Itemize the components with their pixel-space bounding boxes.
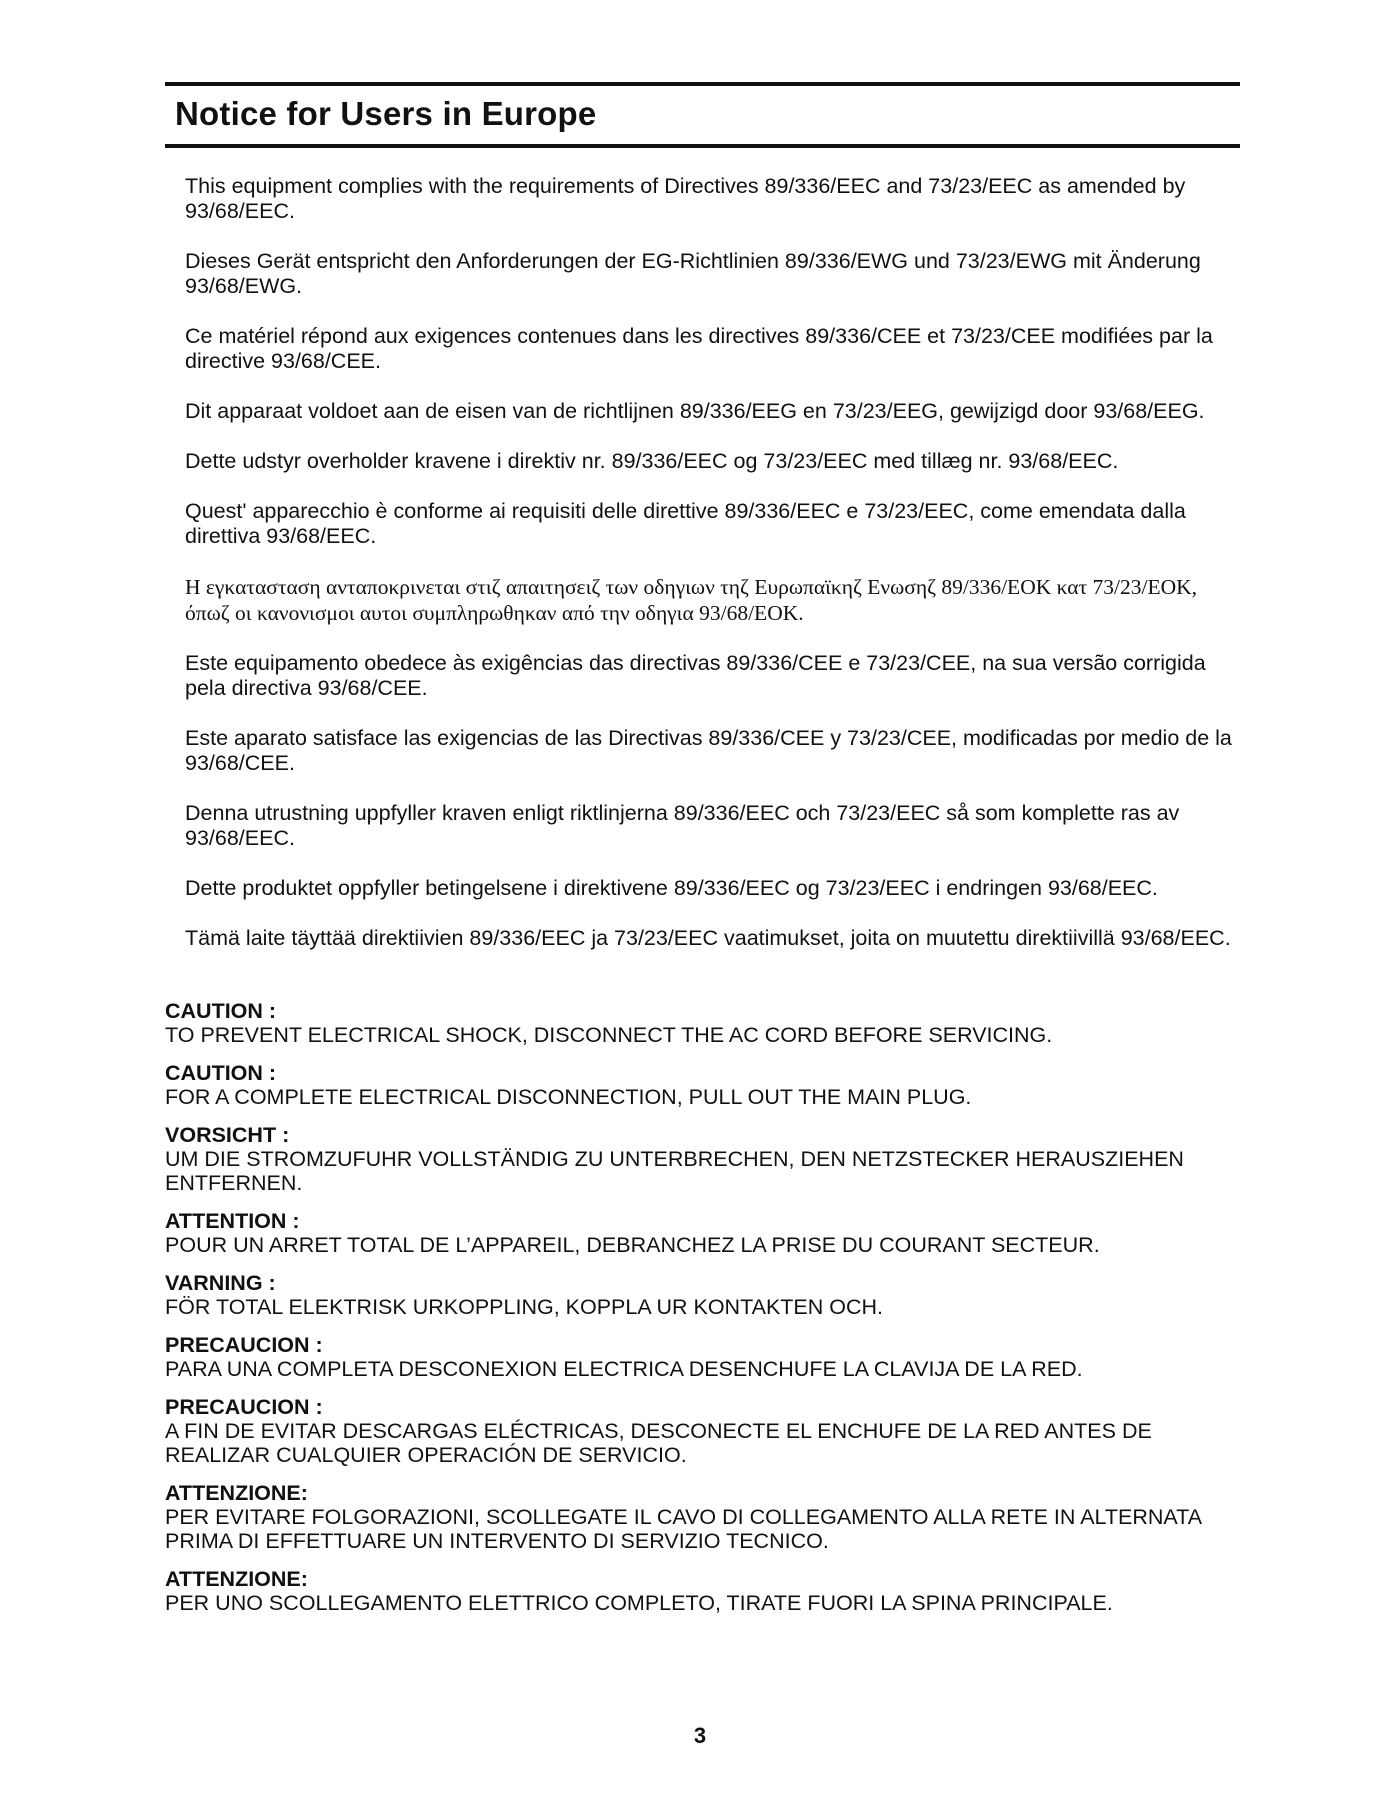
caution-label: VARNING :	[165, 1271, 276, 1295]
caution-item	[165, 1395, 1240, 1467]
notice-italian: Quest' apparecchio è conforme ai requisiti delle direttive 89/336/EEC e 73/23/EEC, come emendata dalla direttiva 93/68/EEC.	[185, 499, 1186, 548]
caution-label: ATTENTION :	[165, 1209, 300, 1233]
caution-label: PRECAUCION :	[165, 1333, 323, 1357]
caution-item	[165, 1333, 1240, 1381]
caution-item	[165, 1061, 1240, 1109]
caution-item	[165, 1271, 1240, 1319]
notice-english: This equipment complies with the requirements of Directives 89/336/EEC and 73/23/EEC as amended by 93/68/EEC.	[185, 174, 1186, 223]
caution-text: PER EVITARE FOLGORAZIONI, SCOLLEGATE IL CAVO DI COLLEGAMENTO ALLA RETE IN ALTERNATA PRIMA DI EFFETTUARE UN INTERVENTO DI SERVIZIO TECNICO.	[165, 1505, 1201, 1553]
caution-label: CAUTION :	[165, 1061, 277, 1085]
caution-label: VORSICHT :	[165, 1123, 290, 1147]
caution-label: PRECAUCION :	[165, 1395, 323, 1419]
caution-label: ATTENZIONE:	[165, 1481, 308, 1505]
document-page	[165, 82, 1240, 1629]
notice-french: Ce matériel répond aux exigences contenues dans les directives 89/336/CEE et 73/23/CEE modifiées par la directive 93/68/CEE.	[185, 324, 1213, 373]
caution-text: PARA UNA COMPLETA DESCONEXION ELECTRICA DESENCHUFE LA CLAVIJA DE LA RED.	[165, 1357, 1083, 1381]
caution-text: A FIN DE EVITAR DESCARGAS ELÉCTRICAS, DESCONECTE EL ENCHUFE DE LA RED ANTES DE REALIZAR CUALQUIER OPERACIÓN DE SERVICIO.	[165, 1419, 1152, 1467]
notice-german: Dieses Gerät entspricht den Anforderungen der EG-Richtlinien 89/336/EWG und 73/23/EWG mit Änderung 93/68/EWG.	[185, 249, 1201, 298]
caution-label: ATTENZIONE:	[165, 1567, 308, 1591]
page-number: 3	[693, 1723, 707, 1748]
caution-list	[165, 999, 1240, 1615]
caution-item	[165, 1481, 1240, 1553]
caution-item	[165, 1123, 1240, 1195]
notice-greek: Η εγκατασταση ανταποκρινεται στιζ απαιτησειζ των οδηγιων τηζ Ευρωπαϊκηζ Ενωσηζ 89/336/ΕΟΚ κατ 73/23/ΕΟΚ, όπωζ οι κανονισμοι αυτοι συμπληρωθηκαν από την οδηγια 93/68/ΕΟΚ.	[185, 575, 1198, 625]
caution-text: UM DIE STROMZUFUHR VOLLSTÄNDIG ZU UNTERBRECHEN, DEN NETZSTECKER HERAUSZIEHEN ENTFERNEN.	[165, 1147, 1184, 1195]
notice-norwegian: Dette produktet oppfyller betingelsene i direktivene 89/336/EEC og 73/23/EEC i endringen 93/68/EEC.	[185, 876, 1158, 900]
caution-text: FOR A COMPLETE ELECTRICAL DISCONNECTION, PULL OUT THE MAIN PLUG.	[165, 1085, 972, 1109]
notice-spanish: Este aparato satisface las exigencias de las Directivas 89/336/CEE y 73/23/CEE, modificadas por medio de la 93/68/CEE.	[185, 726, 1232, 775]
bottom-rule	[165, 144, 1240, 148]
caution-text: TO PREVENT ELECTRICAL SHOCK, DISCONNECT THE AC CORD BEFORE SERVICING.	[165, 1023, 1053, 1047]
caution-text: FÖR TOTAL ELEKTRISK URKOPPLING, KOPPLA UR KONTAKTEN OCH.	[165, 1295, 884, 1319]
page-title: Notice for Users in Europe	[175, 95, 597, 132]
notice-dutch: Dit apparaat voldoet aan de eisen van de richtlijnen 89/336/EEG en 73/23/EEG, gewijzigd door 93/68/EEG.	[185, 399, 1205, 423]
notice-swedish: Denna utrustning uppfyller kraven enligt riktlinjerna 89/336/EEC och 73/23/EEC så som komplette ras av 93/68/EEC.	[185, 801, 1180, 850]
compliance-notices	[165, 174, 1245, 951]
notice-danish: Dette udstyr overholder kravene i direktiv nr. 89/336/EEC og 73/23/EEC med tillæg nr. 93/68/EEC.	[185, 449, 1119, 473]
caution-text: PER UNO SCOLLEGAMENTO ELETTRICO COMPLETO, TIRATE FUORI LA SPINA PRINCIPALE.	[165, 1591, 1113, 1615]
title-bar	[165, 86, 1240, 144]
caution-label: CAUTION :	[165, 999, 277, 1023]
caution-item	[165, 1209, 1240, 1257]
notice-portuguese: Este equipamento obedece às exigências das directivas 89/336/CEE e 73/23/CEE, na sua versão corrigida pela directiva 93/68/CEE.	[185, 651, 1206, 700]
notice-finnish: Tämä laite täyttää direktiivien 89/336/EEC ja 73/23/EEC vaatimukset, joita on muutettu direktiivillä 93/68/EEC.	[185, 926, 1231, 950]
caution-item	[165, 999, 1240, 1047]
caution-text: POUR UN ARRET TOTAL DE L’APPAREIL, DEBRANCHEZ LA PRISE DU COURANT SECTEUR.	[165, 1233, 1100, 1257]
caution-item	[165, 1567, 1240, 1615]
